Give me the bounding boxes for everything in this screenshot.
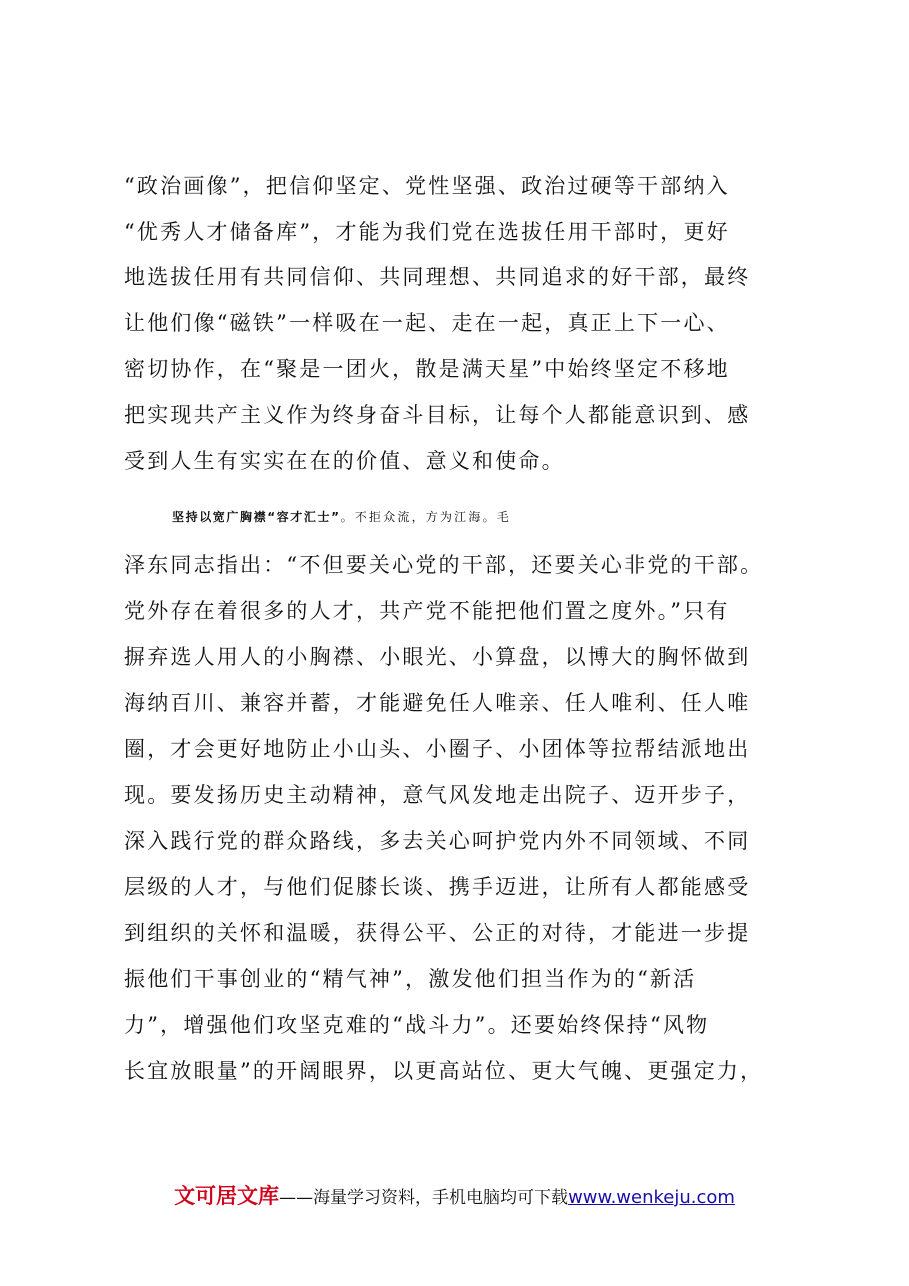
paragraph-2-first-line-text: 。不拒众流，方为江海。毛 [340, 510, 511, 524]
paragraph-2-line: 力”，增强他们攻坚克难的“战斗力”。还要始终保持“风物 [124, 1013, 710, 1037]
paragraph-1-line: 密切协作，在“聚是一团火，散是满天星”中始终坚定不移地 [124, 357, 730, 381]
page-footer [0, 1180, 909, 1210]
paragraph-2-line: 现。要发扬历史主动精神，意气风发地走出院子、迈开步子， [124, 783, 751, 807]
paragraph-2-line: 泽东同志指出：“不但要关心党的干部，还要关心非党的干部。 [124, 553, 764, 577]
paragraph-2-line: 摒弃选人用人的小胸襟、小眼光、小算盘，以博大的胸怀做到 [124, 645, 751, 669]
paragraph-2-first-line [172, 502, 872, 532]
footer-url-link[interactable]: www.wenkeju.com [568, 1187, 735, 1208]
footer-brand: 文可居文库 [174, 1184, 280, 1208]
paragraph-2-line: 到组织的关怀和温暖，获得公平、公正的对待，才能进一步提 [124, 921, 751, 945]
paragraph-1-line: 受到人生有实实在在的价值、意义和使命。 [124, 449, 565, 473]
section-heading: 坚持以宽广胸襟“容才汇士” [172, 510, 341, 524]
paragraph-2-line: 长宜放眼量”的开阔眼界，以更高站位、更大气魄、更强定力， [124, 1059, 764, 1083]
paragraph-1-line: “优秀人才储备库”，才能为我们党在选拔任用干部时，更好 [124, 220, 730, 244]
paragraph-1-line: 地选拔任用有共同信仰、共同理想、共同追求的好干部，最终 [124, 265, 751, 289]
paragraph-2-line: 层级的人才，与他们促膝长谈、携手迈进，让所有人都能感受 [124, 875, 751, 899]
paragraph-1-line: “政治画像”，把信仰坚定、党性坚强、政治过硬等干部纳入 [124, 174, 730, 198]
paragraph-2-line: 振他们干事创业的“精气神”，激发他们担当作为的“新活 [124, 967, 697, 991]
paragraph-2-line: 圈，才会更好地防止小山头、小圈子、小团体等拉帮结派地出 [124, 737, 751, 761]
paragraph-2-line: 党外存在着很多的人才，共产党不能把他们置之度外。”只有 [124, 599, 730, 623]
paragraph-2-line: 海纳百川、兼容并蓄，才能避免任人唯亲、任人唯利、任人唯 [124, 691, 751, 715]
paragraph-1-line: 把实现共产主义作为终身奋斗目标，让每个人都能意识到、感 [124, 403, 751, 427]
paragraph-1-line: 让他们像“磁铁”一样吸在一起、走在一起，真正上下一心、 [124, 311, 730, 335]
paragraph-2-line: 深入践行党的群众路线，多去关心呵护党内外不同领域、不同 [124, 829, 751, 853]
footer-tagline: ——海量学习资料，手机电脑均可下载 [279, 1188, 569, 1208]
